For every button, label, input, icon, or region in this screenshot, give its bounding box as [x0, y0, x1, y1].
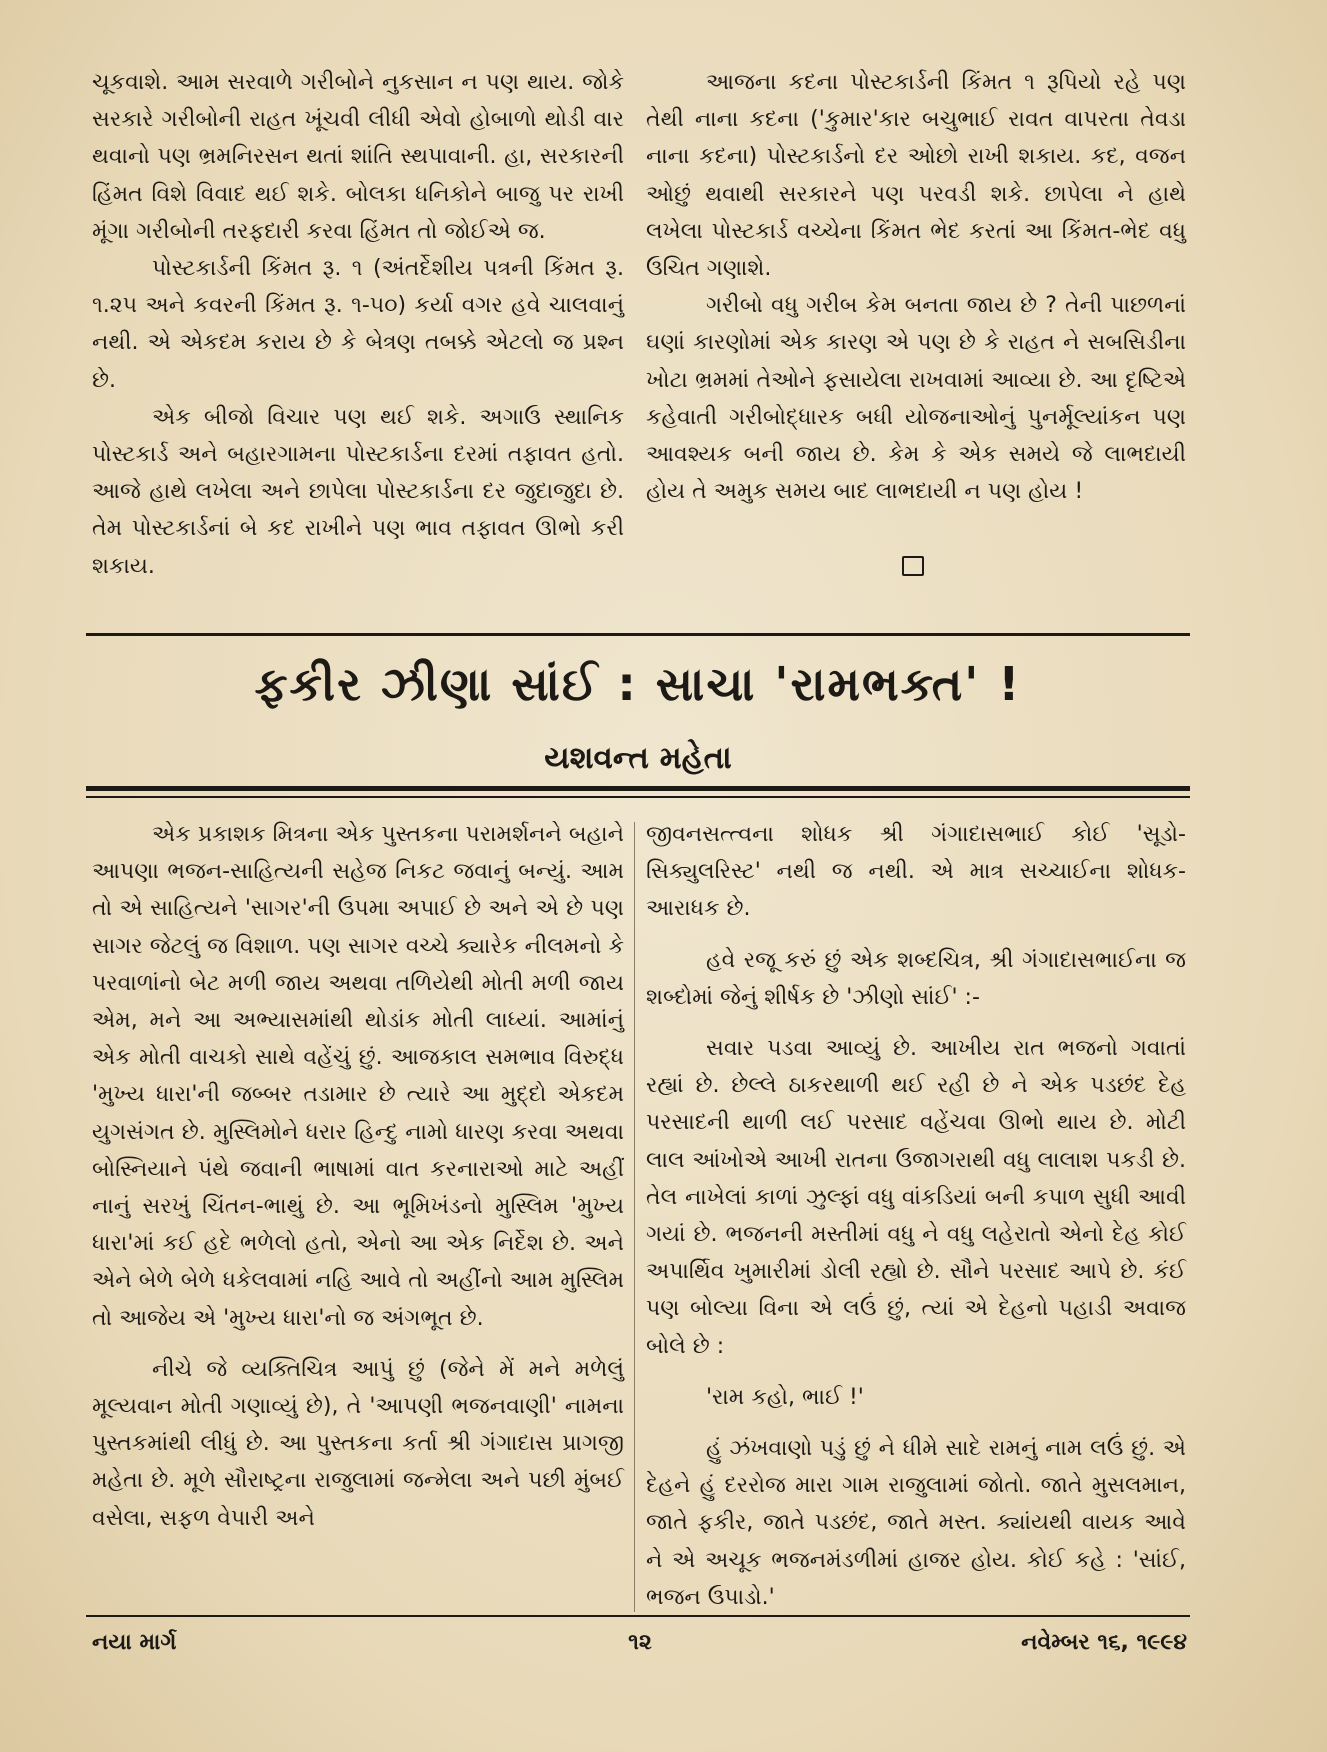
top-left-column — [92, 64, 624, 585]
top-right-column — [646, 64, 1186, 510]
paragraph: ચૂકવાશે. આમ સરવાળે ગરીબોને નુકસાન ન પણ થાય. જોકે સરકારે ગરીબોની રાહત ખૂંચવી લીધી એવો હોબાળો થોડી વાર થવાનો પણ ભ્રમનિરસન થતાં શાંતિ સ્થપાવાની. હા, સરકારની હિંમત વિશે વિવાદ થઈ શકે. બોલકા ધનિકોને બાજુ પર રાખી મૂંગા ગરીબોની તરફદારી કરવા હિંમત તો જોઈએ જ. — [92, 70, 624, 244]
article-title: ફકીર ઝીણા સાંઈ : સાચા 'રામભક્ત' ! — [254, 657, 1022, 711]
title-rule-thin — [86, 796, 1190, 798]
paragraph: ગરીબો વધુ ગરીબ કેમ બનતા જાય છે ? તેની પાછળનાં ઘણાં કારણોમાં એક કારણ એ પણ છે કે રાહત ને સબસિડીના ખોટા ભ્રમમાં તેઓને ફસાયેલા રાખવામાં આવ્યા છે. આ દૃષ્ટિએ કહેવાતી ગરીબોદ્ધારક બધી યોજનાઓનું પુનર્મૂલ્યાંકન પણ આવશ્યક બની જાય છે. કેમ કે એક સમયે જે લાભદાયી હોય તે અમુક સમય બાદ લાભદાયી ન પણ હોય ! — [646, 293, 1186, 505]
article-right-column — [646, 816, 1186, 1616]
issue-date: નવેમ્બર ૧૬, ૧૯૯૪ — [1021, 1630, 1187, 1655]
paragraph: પોસ્ટકાર્ડની કિંમત રૂ. ૧ (અંતર્દેશીય પત્રની કિંમત રૂ. ૧.૨૫ અને કવરની કિંમત રૂ. ૧-૫૦) કર્યા વગર હવે ચાલવાનું નથી. એ એકદમ કરાય છે કે બેત્રણ તબક્કે એટલો જ પ્રશ્ન છે. — [92, 256, 624, 393]
article-left-column — [92, 816, 624, 1537]
paragraph: સવાર પડવા આવ્યું છે. આખીય રાત ભજનો ગવાતાં રહ્યાં છે. છેલ્લે ઠાકરથાળી થઈ રહી છે ને એક પડછંદ દેહ પરસાદની થાળી લઈ પરસાદ વહેંચવા ઊભો થાય છે. મોટી લાલ આંખોએ આખી રાતના ઉજાગરાથી વધુ લાલાશ પકડી છે. તેલ નાખેલાં કાળાં ઝુલ્ફાં વધુ વાંકડિયાં બની કપાળ સુધી આવી ગયાં છે. ભજનની મસ્તીમાં વધુ ને વધુ લહેરાતો એનો દેહ કોઈ અપાર્થિવ ખુમારીમાં ડોલી રહ્યો છે. સૌને પરસાદ આપે છે. કંઈ પણ બોલ્યા વિના એ લઉં છું, ત્યાં એ દેહનો પહાડી અવાજ બોલે છે : — [646, 1036, 1186, 1359]
paragraph: હવે રજૂ કરું છું એક શબ્દચિત્ર, શ્રી ગંગાદાસભાઈના જ શબ્દોમાં જેનું શીર્ષક છે 'ઝીણો સાંઈ' :- — [646, 947, 1186, 1010]
paragraph: એક પ્રકાશક મિત્રના એક પુસ્તકના પરામર્શનને બહાને આપણા ભજન-સાહિત્યની સહેજ નિકટ જવાનું બન્યું. આમ તો એ સાહિત્યને 'સાગર'ની ઉપમા અપાઈ છે અને એ છે પણ સાગર જેટલું જ વિશાળ. પણ સાગર વચ્ચે ક્યારેક નીલમનો કે પરવાળાંનો બેટ મળી જાય અથવા તળિયેથી મોતી મળી જાય એમ, મને આ અભ્યાસમાંથી થોડાંક મોતી લાધ્યાં. આમાંનું એક મોતી વાચકો સાથે વહેંચું છું. આજકાલ સમભાવ વિરુદ્ધ 'મુખ્ય ધારા'ની જબ્બર તડામાર છે ત્યારે આ મુદ્દો એકદમ યુગસંગત છે. મુસ્લિમોને ધરાર હિન્દુ નામો ધારણ કરવા અથવા બોસ્નિયાને પંથે જવાની ભાષામાં વાત કરનારાઓ માટે અહીં નાનું સરખું ચિંતન-ભાથું છે. આ ભૂમિખંડનો મુસ્લિમ 'મુખ્ય ધારા'માં કઈ હદે ભળેલો હતો, એનો આ એક નિર્દેશ છે. અને એને બેળે બેળે ધકેલવામાં નહિ આવે તો અહીંનો આમ મુસ્લિમ તો આજેય એ 'મુખ્ય ધારા'નો જ અંગભૂત છે. — [92, 822, 624, 1331]
article-author: યશવન્ત મહેતા — [544, 740, 732, 776]
page-number: ૧૨ — [628, 1630, 652, 1655]
paragraph: નીચે જે વ્યક્તિચિત્ર આપું છું (જેને મેં મને મળેલું મૂલ્યવાન મોતી ગણાવ્યું છે), તે 'આપણી ભજનવાણી' નામના પુસ્તકમાંથી લીધું છે. આ પુસ્તકના કર્તા શ્રી ગંગાદાસ પ્રાગજી મહેતા છે. મૂળે સૌરાષ્ટ્રના રાજુલામાં જન્મેલા અને પછી મુંબઈ વસેલા, સફળ વેપારી અને — [92, 1356, 624, 1531]
magazine-name: નયા માર્ગ — [92, 1630, 177, 1655]
footer-rule — [86, 1615, 1190, 1617]
paragraph: જીવનસત્ત્વના શોધક શ્રી ગંગાદાસભાઈ કોઈ 'સૂડો-સિક્યુલરિસ્ટ' નથી જ નથી. એ માત્ર સચ્ચાઈના શોધક-આરાધક છે. — [646, 822, 1186, 922]
paragraph: આજના કદના પોસ્ટકાર્ડની કિંમત ૧ રૂપિયો રહે પણ તેથી નાના કદના ('કુમાર'કાર બચુભાઈ રાવત વાપરતા તેવડા નાના કદના) પોસ્ટકાર્ડનો દર ઓછો રાખી શકાય. કદ, વજન ઓછું થવાથી સરકારને પણ પરવડી શકે. છાપેલા ને હાથે લખેલા પોસ્ટકાર્ડ વચ્ચેના કિંમત ભેદ કરતાં આ કિંમત-ભેદ વધુ ઉચિત ગણાશે. — [646, 70, 1186, 282]
section-divider — [86, 633, 1190, 636]
column-divider — [634, 822, 635, 1612]
paragraph: એક બીજો વિચાર પણ થઈ શકે. અગાઉ સ્થાનિક પોસ્ટકાર્ડ અને બહારગામના પોસ્ટકાર્ડના દરમાં તફાવત હતો. આજે હાથે લખેલા અને છાપેલા પોસ્ટકાર્ડના દર જુદાજુદા છે. તેમ પોસ્ટકાર્ડનાં બે કદ રાખીને પણ ભાવ તફાવત ઊભો કરી શકાય. — [92, 404, 624, 579]
end-of-article-mark — [902, 556, 924, 576]
paragraph: હું ઝંખવાણો પડું છું ને ધીમે સાદે રામનું નામ લઉં છું. એ દેહને હું દરરોજ મારા ગામ રાજુલામાં જોતો. જાતે મુસલમાન, જાતે ફકીર, જાતે પડછંદ, જાતે મસ્ત. ક્યાંયથી વાયક આવે ને એ અચૂક ભજનમંડળીમાં હાજર હોય. કોઈ કહે : 'સાંઈ, ભજન ઉપાડો.' — [646, 1436, 1186, 1610]
quote-line: 'રામ કહો, ભાઈ !' — [706, 1384, 864, 1410]
title-rule-thick — [86, 786, 1190, 791]
